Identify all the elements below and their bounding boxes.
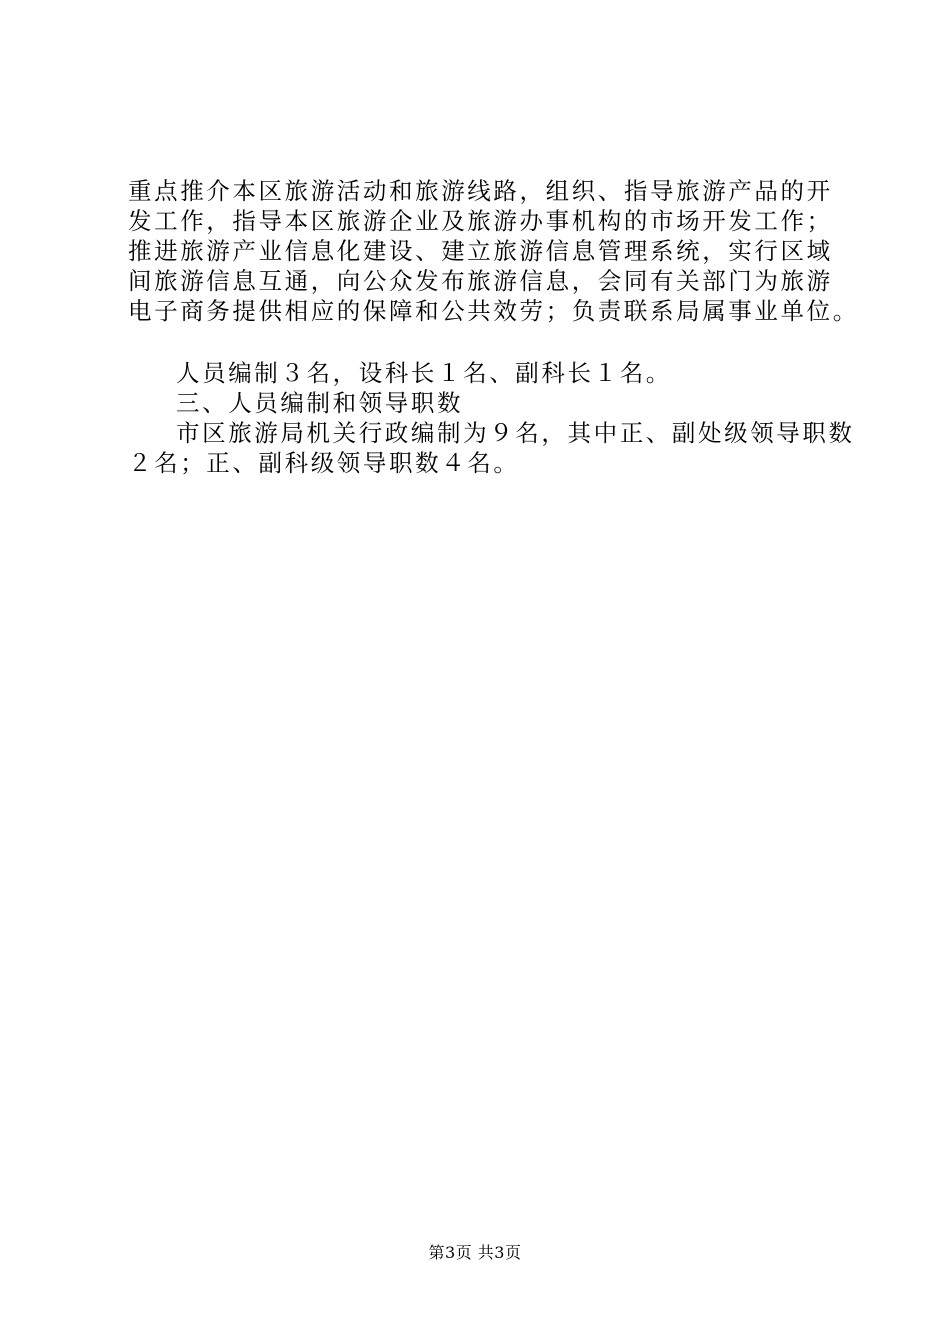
staffing-line: 人员编制３名，设科长１名、副科长１名。 [176, 359, 672, 387]
section-heading: 三、人员编制和领导职数 [176, 389, 464, 417]
paragraph-line-4: 间旅游信息互通，向公众发布旅游信息，会同有关部门为旅游 [128, 267, 833, 295]
paragraph3-line-2: ２名；正、副科级领导职数４名。 [128, 449, 520, 477]
paragraph-line-5: 电子商务提供相应的保障和公共效劳；负责联系局属事业单位。 [128, 297, 859, 325]
page-footer: 第3页 共3页 [428, 1243, 522, 1262]
paragraph-line-2: 发工作，指导本区旅游企业及旅游办事机构的市场开发工作； [128, 207, 833, 235]
paragraph-line-1: 重点推介本区旅游活动和旅游线路，组织、指导旅游产品的开 [128, 177, 833, 205]
paragraph3-line-1: 市区旅游局机关行政编制为９名，其中正、副处级领导职数 [176, 419, 855, 447]
paragraph-line-3: 推进旅游产业信息化建设、建立旅游信息管理系统，实行区域 [128, 237, 833, 265]
